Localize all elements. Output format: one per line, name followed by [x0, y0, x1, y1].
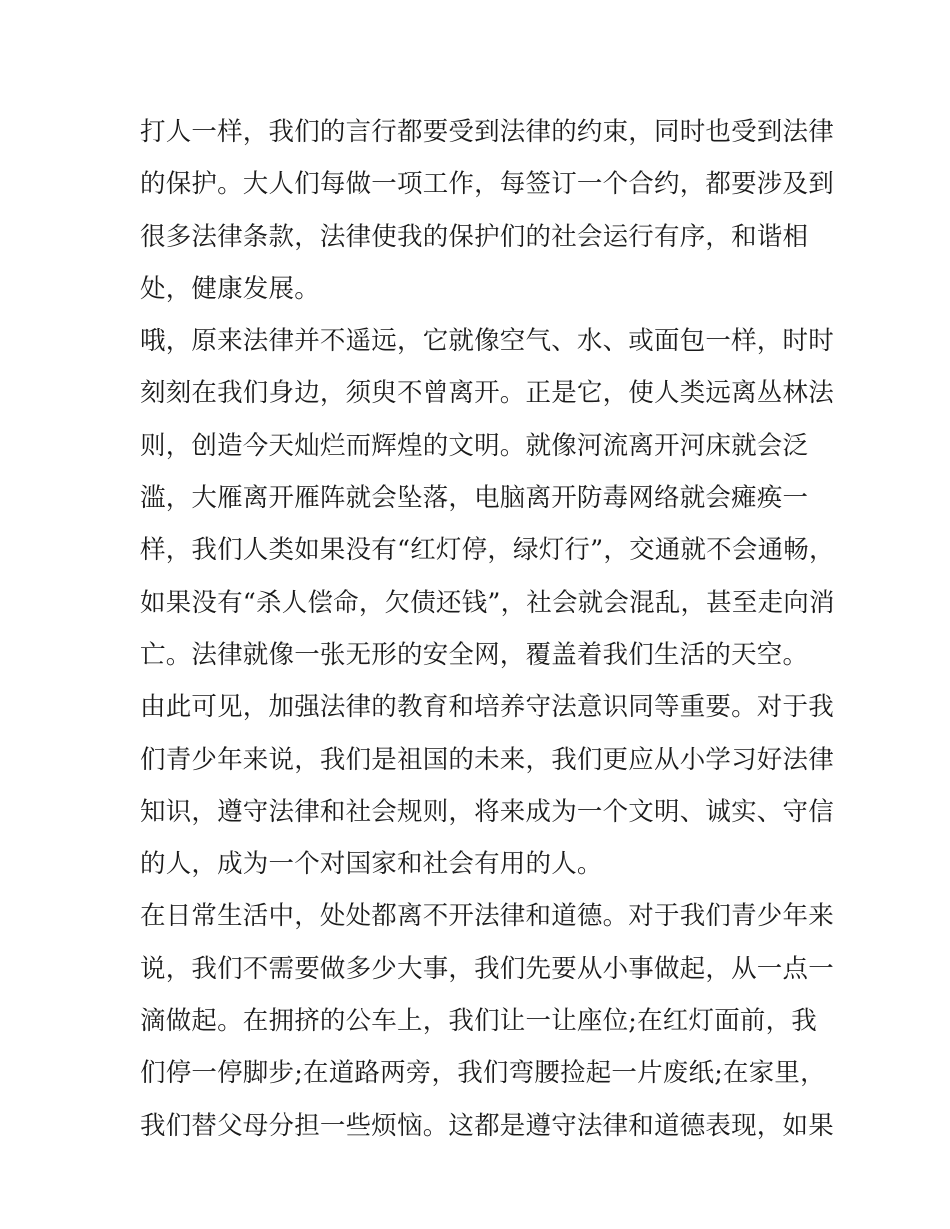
text-line: 我们替父母分担一些烦恼。这都是遵守法律和道德表现，如果 [140, 1110, 834, 1141]
text-line: 则，创造今天灿烂而辉煌的文明。就像河流离开河床就会泛 [140, 430, 809, 461]
text-line: 哦，原来法律并不遥远，它就像空气、水、或面包一样，时时 [140, 326, 834, 357]
document-body [140, 106, 835, 1152]
text-line: 刻刻在我们身边，须臾不曾离开。正是它，使人类远离丛林法 [140, 378, 834, 409]
text-line: 滥，大雁离开雁阵就会坠落，电脑离开防毒网络就会瘫痪一 [140, 483, 809, 514]
text-line: 由此可见，加强法律的教育和培养守法意识同等重要。对于我 [140, 692, 834, 723]
text-line: 很多法律条款，法律使我的保护们的社会运行有序，和谐相 [140, 221, 809, 252]
text-line: 知识，遵守法律和社会规则，将来成为一个文明、诚实、守信 [140, 796, 834, 827]
text-line: 的人，成为一个对国家和社会有用的人。 [140, 849, 603, 880]
text-line: 如果没有“杀人偿命，欠债还钱”，社会就会混乱，甚至走向消 [140, 587, 835, 618]
text-line: 在日常生活中，处处都离不开法律和道德。对于我们青少年来 [140, 901, 834, 932]
text-line: 滴做起。在拥挤的公车上，我们让一让座位;在红灯面前，我 [140, 1006, 817, 1037]
text-line: 打人一样，我们的言行都要受到法律的约束，同时也受到法律 [140, 117, 834, 147]
text-line: 们青少年来说，我们是祖国的未来，我们更应从小学习好法律 [140, 744, 834, 775]
text-line: 说，我们不需要做多少大事，我们先要从小事做起，从一点一 [140, 953, 834, 984]
text-line: 处，健康发展。 [140, 273, 320, 304]
text-line: 样，我们人类如果没有“红灯停，绿灯行”，交通就不会通畅， [140, 535, 835, 566]
text-line: 亡。法律就像一张无形的安全网，覆盖着我们生活的天空。 [140, 639, 809, 670]
text-line: 们停一停脚步;在道路两旁，我们弯腰捡起一片废纸;在家里， [140, 1058, 826, 1089]
text-line: 的保护。大人们每做一项工作，每签订一个合约，都要涉及到 [140, 169, 834, 200]
